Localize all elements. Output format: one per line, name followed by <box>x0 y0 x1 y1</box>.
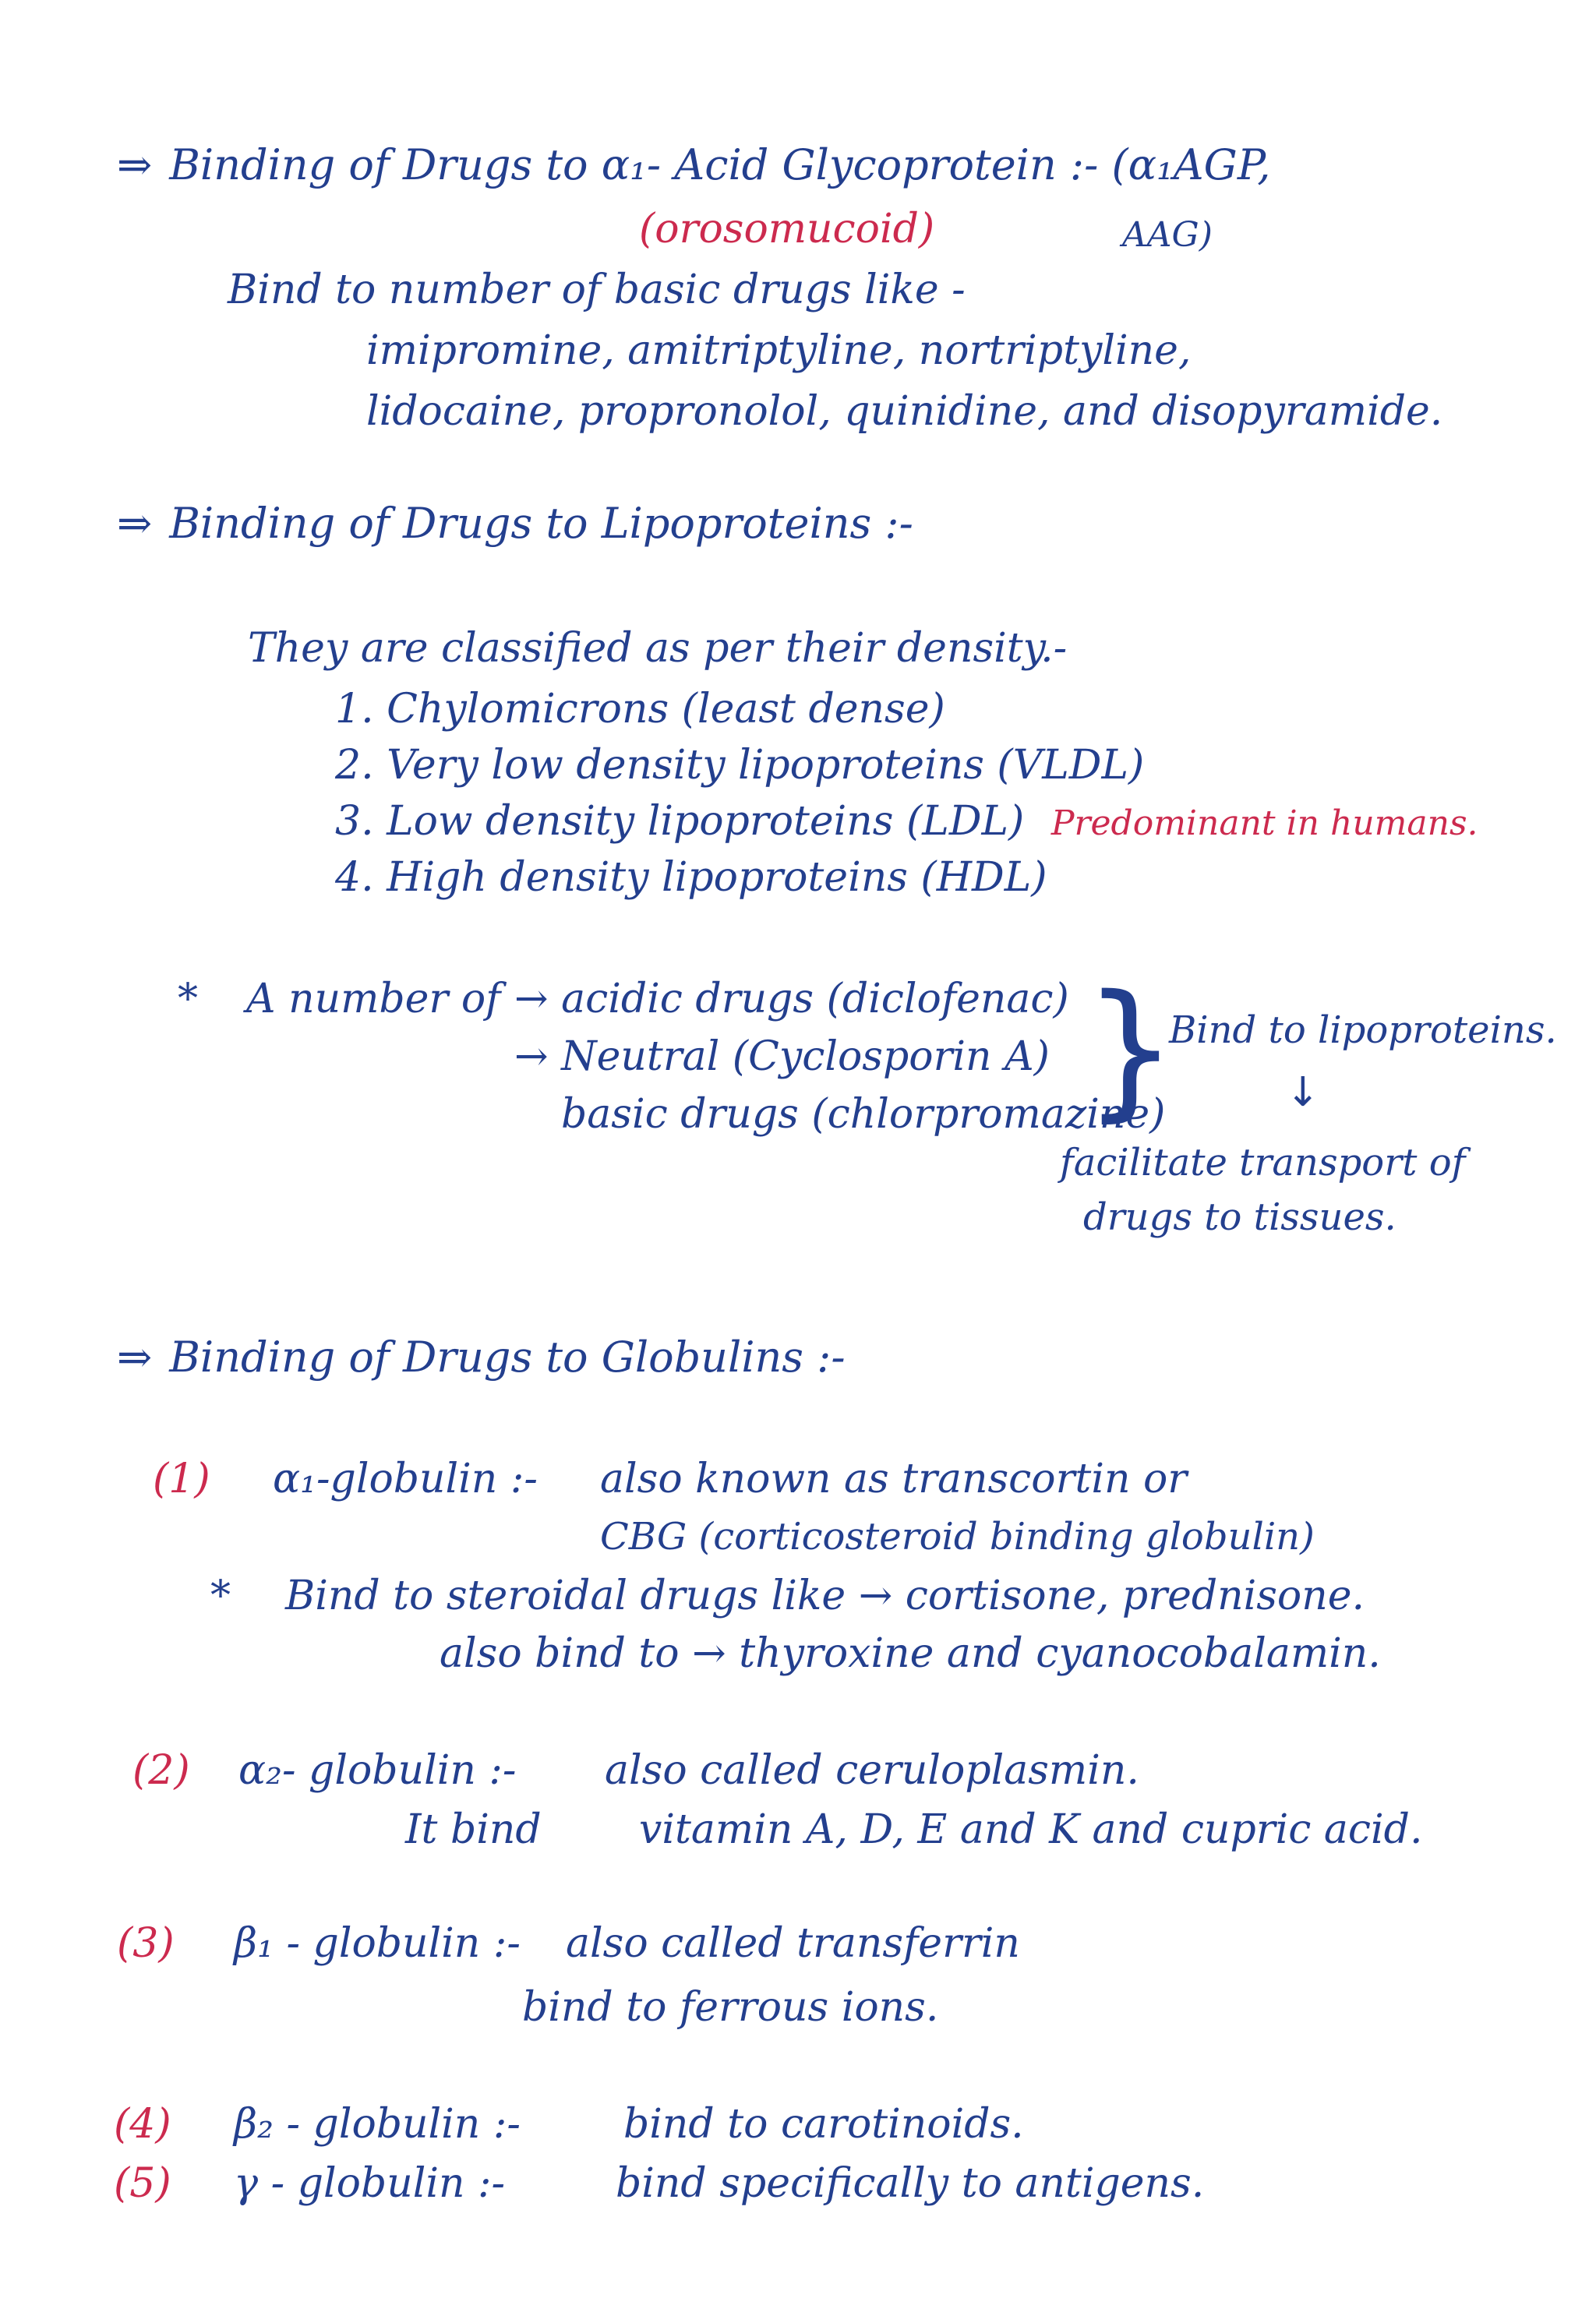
drug-type-neutral: → Neutral (Cyclosporin A) <box>514 1033 1050 1080</box>
globulin-3-line-a: also called transferrin <box>566 1920 1020 1967</box>
globulin-1-line-c: Bind to steroidal drugs like → cortisone, prednisone. <box>285 1573 1365 1619</box>
agp-line-2: imipromine, amitriptyline, nortriptyline, <box>366 327 1192 374</box>
implies-arrow-icon: ⇒ <box>117 499 153 548</box>
agp-line-1: Bind to number of basic drugs like - <box>228 267 966 313</box>
facilitate-line-2: drugs to tissues. <box>1083 1195 1396 1239</box>
globulin-1-title: α₁-globulin :- <box>273 1456 538 1502</box>
globulin-4-line-a: bind to carotinoids. <box>623 2101 1024 2148</box>
globulin-2-number: (2) <box>132 1747 190 1794</box>
heading-text: Binding of Drugs to Globulins :- <box>169 1333 846 1382</box>
globulin-2-line-c: vitamin A, D, E and K and cupric acid. <box>639 1806 1423 1853</box>
globulin-1-line-b: CBG (corticosteroid binding globulin) <box>600 1515 1315 1559</box>
globulin-5-title: γ - globulin :- <box>234 2160 506 2207</box>
globulin-5-number: (5) <box>114 2160 171 2207</box>
agp-line-3: lidocaine, propronolol, quinidine, and disopyramide. <box>366 388 1443 435</box>
item-text: 3. Low density lipoproteins (LDL) <box>335 798 1025 845</box>
drug-type-acidic: → acidic drugs (diclofenac) <box>514 976 1069 1022</box>
section-alpha1-agp-heading <box>117 140 1270 190</box>
lipoprotein-item-4: 4. High density lipoproteins (HDL) <box>335 854 1047 901</box>
globulin-4-title: β₂ - globulin :- <box>234 2101 521 2148</box>
lipoprotein-item-1: 1. Chylomicrons (least dense) <box>335 686 945 733</box>
aag-label: AAG) <box>1122 215 1213 255</box>
globulin-2-line-a: also called ceruloplasmin. <box>605 1747 1139 1794</box>
globulin-1-line-a: also known as transcortin or <box>600 1456 1188 1502</box>
globulin-1-number: (1) <box>153 1456 210 1502</box>
globulin-1-line-d: also bind to → thyroxine and cyanocobalamin. <box>440 1630 1381 1677</box>
orosomucoid-label: (orosomucoid) <box>639 206 935 252</box>
lipoprotein-intro: They are classified as per their density.- <box>248 625 1068 672</box>
bind-to-lipoproteins: Bind to lipoproteins. <box>1169 1008 1557 1052</box>
globulin-2-title: α₂- globulin :- <box>238 1747 517 1794</box>
drug-type-basic: basic drugs (chlorpromazine) <box>561 1091 1166 1138</box>
globulin-4-number: (4) <box>114 2101 171 2148</box>
globulin-3-number: (3) <box>117 1920 175 1967</box>
lipoprotein-item-2: 2. Very low density lipoproteins (VLDL) <box>335 742 1145 789</box>
globulin-5-line-a: bind specifically to antigens. <box>616 2160 1205 2207</box>
implies-arrow-icon: ⇒ <box>117 140 153 189</box>
asterisk-icon: * <box>210 1573 231 1619</box>
number-of-label: A number of <box>246 976 501 1022</box>
section-lipoproteins-heading <box>117 499 913 549</box>
globulin-2-line-b: It bind <box>405 1806 542 1853</box>
right-brace-icon: } <box>1083 963 1178 1135</box>
lipoprotein-item-3 <box>335 796 1478 849</box>
heading-text: Binding of Drugs to Lipoproteins :- <box>169 499 913 548</box>
facilitate-line-1: facilitate transport of <box>1060 1141 1466 1184</box>
implies-arrow-icon: ⇒ <box>117 1333 153 1382</box>
predominant-note: Predominant in humans. <box>1050 803 1478 843</box>
globulin-3-line-b: bind to ferrous ions. <box>522 1984 939 2031</box>
globulin-3-title: β₁ - globulin :- <box>234 1920 521 1967</box>
section-globulins-heading <box>117 1333 846 1382</box>
down-arrow-icon: ↓ <box>1286 1069 1320 1116</box>
heading-text: Binding of Drugs to α₁- Acid Glycoprotein :- (α₁AGP, <box>169 140 1271 189</box>
asterisk-icon: * <box>178 976 198 1022</box>
